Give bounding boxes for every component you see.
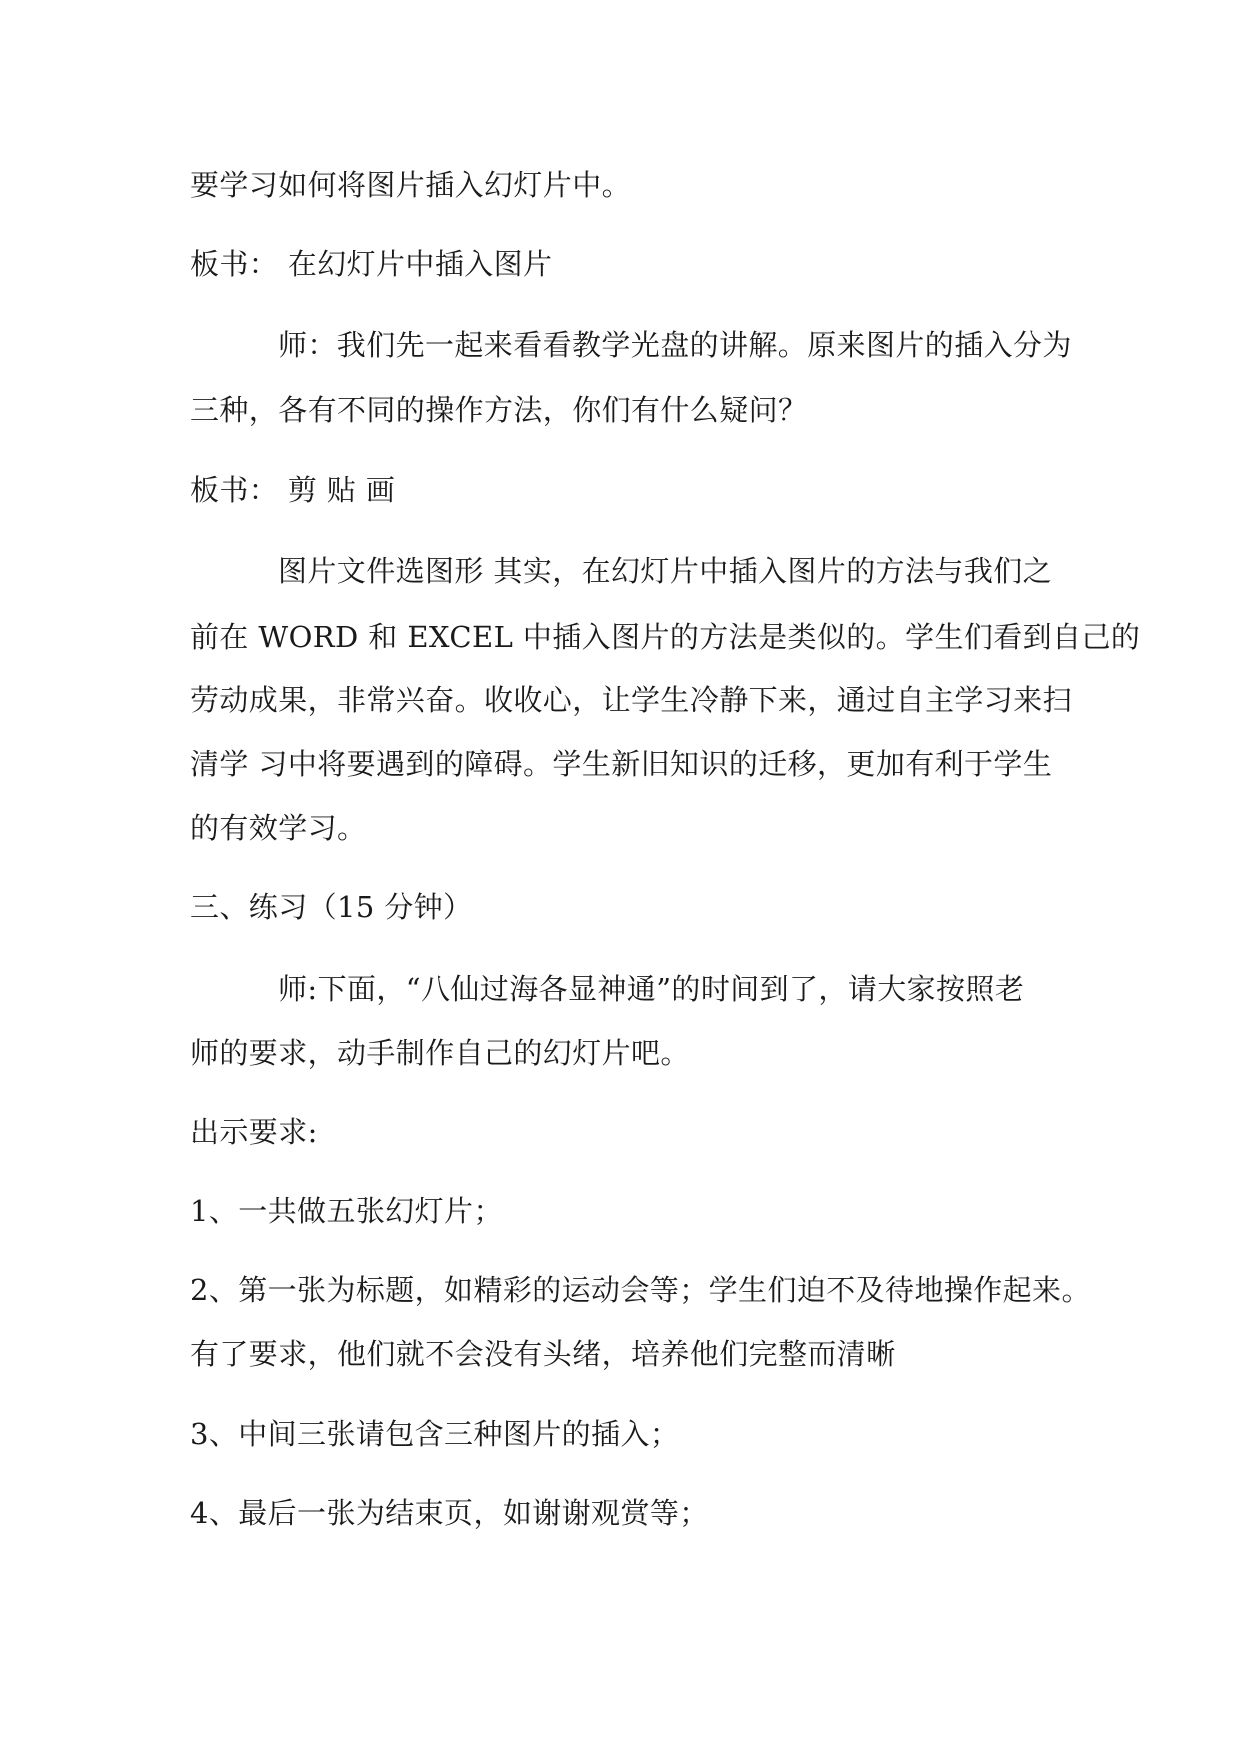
text-line: 师的要求，动手制作自己的幻灯片吧。 (190, 1036, 690, 1070)
list-item: 4、最后一张为结束页，如谢谢观赏等； (190, 1496, 709, 1530)
text-line: 图片文件选图形 其实，在幻灯片中插入图片的方法与我们之 (278, 554, 1053, 588)
text-line: 劳动成果，非常兴奋。收收心，让学生冷静下来，通过自主学习来扫 (190, 683, 1073, 717)
text-line: 师：我们先一起来看看教学光盘的讲解。原来图片的插入分为 (278, 328, 1072, 362)
text-line: 师:下面，“八仙过海各显神通”的时间到了，请大家按照老 (278, 972, 1025, 1006)
text-line: 有了要求，他们就不会没有头绪，培养他们完整而清晰 (190, 1337, 896, 1371)
text-line: 要学习如何将图片插入幻灯片中。 (190, 168, 632, 202)
text-line: 清学 习中将要遇到的障碍。学生新旧知识的迁移，更加有利于学生 (190, 747, 1053, 781)
text-line: 前在 WORD 和 EXCEL 中插入图片的方法是类似的。学生们看到自己的 (190, 620, 1141, 654)
text-line: 三种，各有不同的操作方法，你们有什么疑问？ (190, 393, 808, 427)
text-line: 板书： 剪 贴 画 (190, 473, 396, 507)
text-line: 的有效学习。 (190, 811, 367, 845)
list-item: 3、中间三张请包含三种图片的插入； (190, 1417, 680, 1451)
list-item: 1、一共做五张幻灯片； (190, 1194, 503, 1228)
section-heading: 三、练习（15 分钟） (190, 890, 473, 924)
text-line: 板书： 在幻灯片中插入图片 (190, 247, 553, 281)
text-line: 出示要求: (190, 1115, 318, 1149)
list-item: 2、第一张为标题，如精彩的运动会等；学生们迫不及待地操作起来。 (190, 1273, 1091, 1307)
